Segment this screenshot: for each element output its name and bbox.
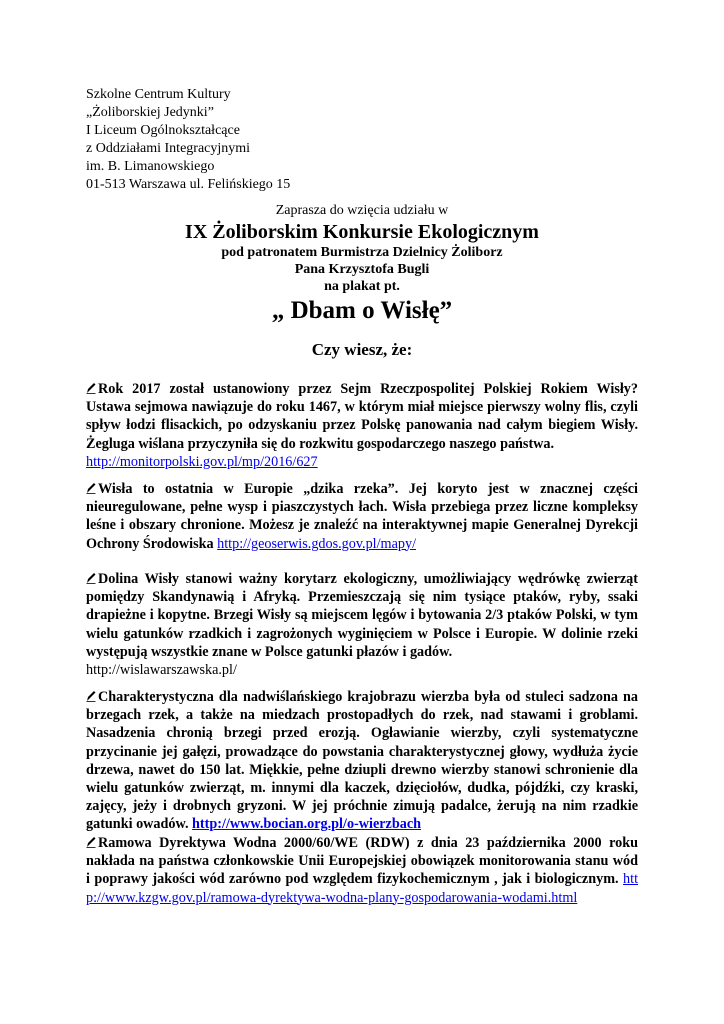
question-heading: Czy wiesz, że: [311,340,413,359]
wislawarszawska-url: http://wislawarszawska.pl/ [86,662,237,679]
patronage-line: na plakat pt. [324,279,400,294]
contest-title: IX Żoliborskim Konkursie Ekologicznym [185,221,539,243]
fact-text: Wisła to ostatnia w Europie „dzika rzeka”. Jej koryto jest w znacznej części nieuregulowane, pełne wysp i piaszczystych łach. Wisła przebiega przez liczne kompleksy leśne i obszary chronione. Możesz je znaleźć na interaktywnej mapie Generalnej Dyrekcji Ochrony Środowiska [86,481,638,552]
fact-paragraph [86,834,638,907]
address-line: „Żoliborskiej Jedynki” [86,105,214,120]
address-line: z Oddziałami Integracyjnymi [86,141,251,156]
pencil-icon [86,690,96,702]
bocian-link[interactable]: http://www.bocian.org.pl/o-wierzbach [192,816,422,833]
school-address-block [86,86,290,194]
patronage-line: Pana Krzysztofa Bugli [294,262,430,277]
invite-text: Zaprasza do wzięcia udziału w [275,203,449,218]
address-line: I Liceum Ogólnokształcące [86,123,240,138]
fact-text: Rok 2017 został ustanowiony przez Sejm Rzeczpospolitej Polskiej Rokiem Wisły? Ustawa sejmowa nawiązuje do roku 1467, w którym miał miejsce pierwszy wolny flis, czyli spływ łodzi flisackich, po odzyskaniu przez Polskę panowania nad całym biegiem Wisły. Żegluga wiślana przyczyniła się do rozkwitu gospodarczego naszego państwa. [86,381,638,452]
fact-paragraph [86,688,638,834]
pencil-icon [86,836,96,848]
monitorpolski-link[interactable]: http://monitorpolski.gov.pl/mp/2016/627 [86,453,318,470]
address-line: Szkolne Centrum Kultury [86,87,231,102]
fact-text: Dolina Wisły stanowi ważny korytarz ekologiczny, umożliwiający wędrówkę zwierząt pomiędzy Skandynawią i Afryką. Przemieszczają się nim tysiące ptaków, ryby, ssaki drapieżne i kopytne. Brzegi Wisły są miejscem lęgów i bytowania 2/3 ptaków Polski, w tym wielu gatunków rzadkich i zagrożonych wyginięciem w Polsce i Europie. W dolinie rzeki występują wszystkie znane w Polsce gatunki płazów i gadów. [86,571,638,660]
address-line: im. B. Limanowskiego [86,159,215,174]
gdos-map-link[interactable]: http://geoserwis.gdos.gov.pl/mapy/ [217,535,417,552]
poster-title: „ Dbam o Wisłę” [271,297,453,324]
pencil-icon [86,482,96,494]
fact-paragraph [86,380,638,471]
fact-paragraph [86,570,638,679]
pencil-icon [86,382,96,394]
fact-paragraph [86,480,638,553]
pencil-icon [86,572,96,584]
fact-text: Charakterystyczna dla nadwiślańskiego krajobrazu wierzba była od stuleci sadzona na brzegach rzek, a także na miedzach prostopadłych do rzek, nad stawami i groblami. Nasadzenia chronią brzegi przed erozją. Ogławianie wierzby, czyli systematyczne przycinanie jej gałęzi, prowadzące do powstania charakterystycznej głowy, wydłuża życie drzewa, nawet do 150 lat. Miękkie, pełne dziupli drewno wierzby stanowi schronienie dla wielu gatunków zwierząt, m. innymi dla kaczek, dzięciołów, dudka, pójdźki, czy kraski, zajęcy, jeży i drobnych gryzoni. W jej próchnie zimują padalce, żerują na nim rzadkie gatunki owadów. [86,689,638,833]
address-line: 01-513 Warszawa ul. Felińskiego 15 [86,177,291,192]
kzgw-link[interactable]: http://www.kzgw.gov.pl/ramowa-dyrektywa-wodna-plany-gospodarowania-wodami.html [86,871,639,906]
fact-text: Ramowa Dyrektywa Wodna 2000/60/WE (RDW) z dnia 23 października 2000 roku nakłada na państwa członkowskie Unii Europejskiej obowiązek monitorowania stanu wód i poprawy jakości wód zarówno pod względem fizykochemicznym , jak i biologicznym. [86,835,638,888]
patronage-line: pod patronatem Burmistrza Dzielnicy Żoliborz [221,245,503,260]
